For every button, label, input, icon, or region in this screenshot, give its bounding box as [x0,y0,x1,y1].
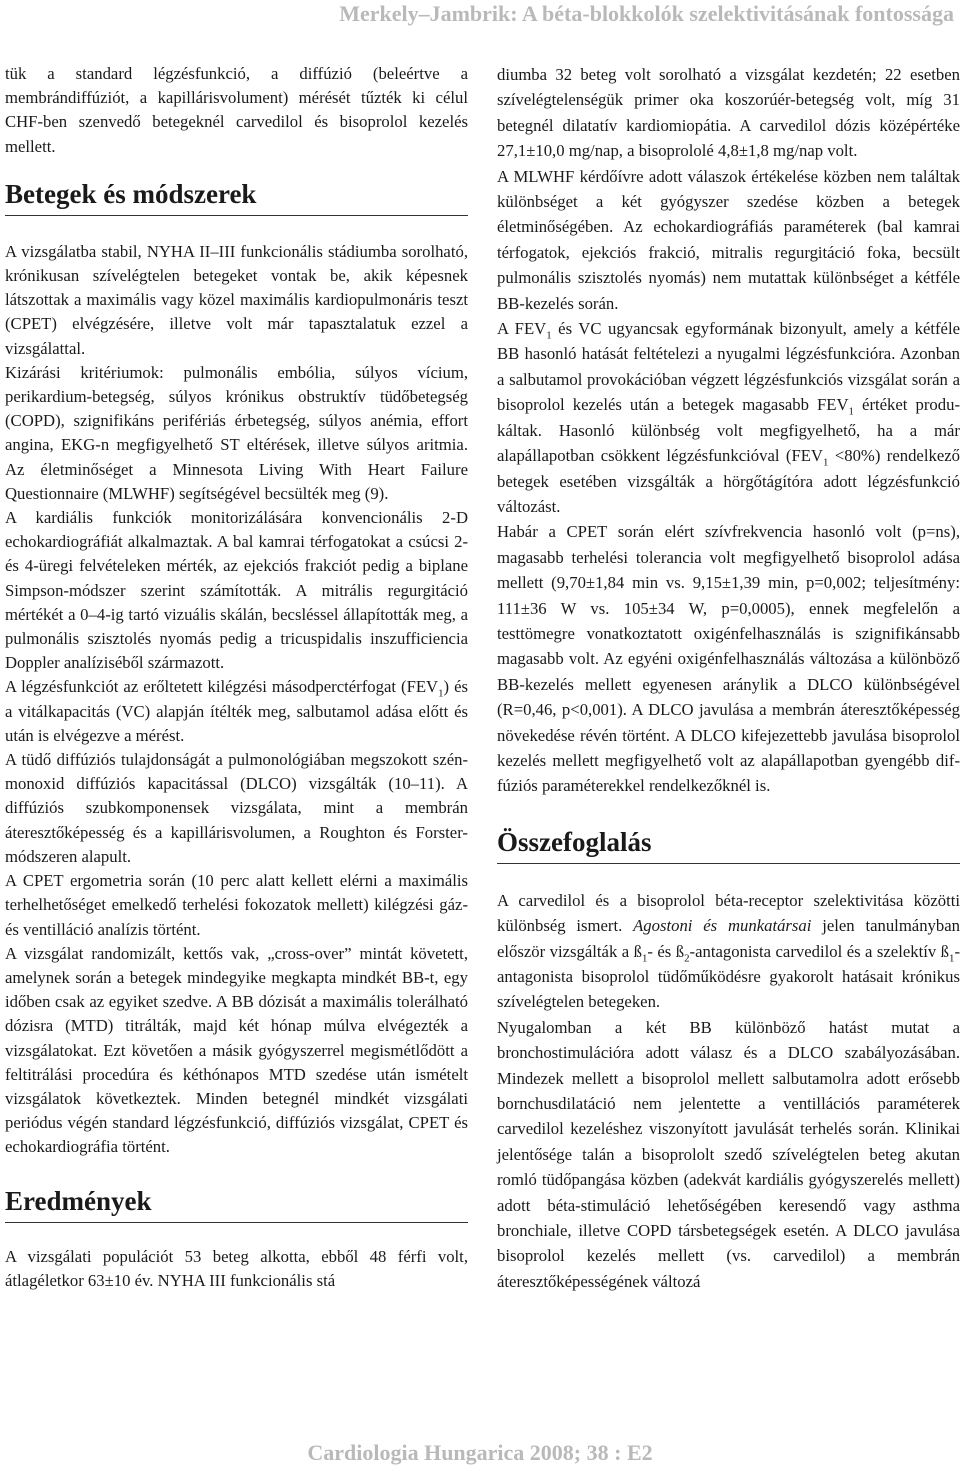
methods-heading: Betegek és módszerek [5,177,468,216]
summary-heading: Összefoglalás [497,825,960,864]
results-paragraph-population: A vizsgálati populációt 53 beteg alkotta, ebből 48 férfi volt, átlagéletkor 63±10 év. NYHA III funkcionális stá [5,1246,468,1290]
methods-paragraph-diffusion: A tüdő diffúziós tulajdonságát a pulmonológiában megszokott szén-monoxid diffúziós kapacitással (DLCO) vizsgálták (10–11). A diffúziós szubkomponensek vizsgálata, mint a membrán áteresztőképesség és a kapillárisvolumen, a Roughton és Forster-módszeren alapult. [5,750,468,866]
left-column [5,62,468,1293]
results-paragraph-staging: diumba 32 beteg volt sorolható a vizsgálat kezdetén; 22 esetben szívelégtelenségük primer oka koszorúér-betegség volt, míg 31 betegnél dilatatív kardiomiopátia. A carvedilol dózis középértéke 27,1±10,0 mg/nap, a bisoprololé 4,8±1,8 mg/nap volt. [497,65,960,161]
methods-paragraph-design: A vizsgálat randomizált, kettős vak, „cross-over” mintát követett, amelynek során a betegek mindegyike megkapta mindkét BB-t, egy időben csak az egyiket szedve. A BB dózisát a maximális tolerálható dózisra (MTD) titrálták, majd két hónap múlva elvégezték a vizsgálatokat. Ezt követően a másik gyógyszerrel megismétlődött a feltitrálási procedúra és kéthónapos MTD szedése után ismételt vizsgálatok következtek. Minden betegnél mindkét vizsgálati periódus végén standard légzésfunkció, diffúziós vizsgálat, CPET és echokardiográfia történt. [5,943,468,1157]
summary-paragraph-conclusion: Nyugalomban a két BB különböző hatást mutat a bronchostimulációra adott válasz és a DLCO szabályozásában. Mindezek mellett a bisoprolol mellett salbutamolra adott erősebb bornchusdilatáció nem jelentette a ventillációs paraméterek carvedilol kezeléshez viszonyított javulását terhelés során. Klinikai jelentősége talán a bisoprololt szedő szívelégtelen beteg akutan romló tüdőpangása közben (adekvát kardiális gyógyszerelés mellett) adott béta-stimuláció lehetőségében keresendő vagy asthma bronchiale, illetve COPD társbetegségek esetén. A DLCO javulása bisoprolol kezelés mellett (vs. carvedilol) a membrán áteresztőképességének változá [497,1017,960,1291]
author-reference: Agostoni és munkatársai [633,916,812,936]
running-title: Merkely–Jambrik: A béta-blokkolók szelektivitásának fontossága [339,1,954,26]
intro-paragraph: tük a standard légzésfunkció, a diffúzió (beleértve a membrándiffúziót, a kapillárisvolument) mérését tűzték ki célul CHF-ben szenvedő betegeknél carvedilol és bisoprolol kezelés mellett. [5,64,468,156]
methods-paragraph-exclusion: Kizárási kritériumok: pulmonális embólia, súlyos vícium, perikardium-betegség, súlyos krónikus obstruktív tüdőbetegség (COPD), szignifikáns perifériás érbetegség, súlyos anémia, effort angina, EKG-n megfigyelhető ST eltérések, illetve súlyos aritmia. Az életminőséget a Minnesota Living With Heart Failure Questionnaire (MLWHF) segítségével becsülték meg (9). [5,362,468,503]
methods-paragraph-cpet: A CPET ergometria során (10 perc alatt kellett elérni a maximális terhelhetőséget emelkedő terhelési fokozatok mellett) kilégzési gáz- és ventilláció analízis történt. [5,871,468,939]
results-paragraph-quality-of-life: A MLWHF kérdőívre adott válaszok értékelése közben nem találtak különbséget a két gyógyszer szedése közben a betegek életminőségében. Az echokardiográfiás paraméterek (bal kamrai térfogatok, ejekciós frakció, mitralis regurgitáció foka, becsült pulmonális szisztolés nyomás) nem mutattak különbséget a kétféle BB-kezelés során. [497,166,960,313]
journal-footer: Cardiologia Hungarica 2008; 38 : E2 [307,1440,653,1465]
methods-paragraph-echo: A kardiális funkciók monitorizálására konvencionális 2-D echokardiográfiát alkalmaztak. A bal kamrai térfogatokat a csúcsi 2- és 4-üregi felvételeken mérték, az ejekciós frakciót pedig a biplane Simpson-módszer szerint számították. A mitrális regurgitáció mértékét a 0–4-ig tartó vizuális skálán, becsléssel állapították meg, a pulmonális szisztolés nyomás pedig a tricuspidalis inszufficiencia Doppler analíziséből származott. [5,508,468,673]
summary-paragraph-selectivity: A carvedilol és a bisoprolol béta-receptor szelektivitása közötti különbség ismert. Agostoni és munkatársai jelen tanulmányban először vizsgálták a $ß_1-$ és $ß_2$-antagonista carvedilol és a szelektív $ß_1$-antagonista bisoprolol tüdőműködésre gyakorolt hatásait krónikus szívelégtelen betegeken. [497,890,960,1012]
methods-paragraph-inclusion: A vizsgálatba stabil, NYHA II–III funkcionális stádiumba sorolható, krónikusan szívelégtelen betegeket vontak be, akik képesnek látszottak a maximális vagy közel maximális kardiopulmonáris teszt (CPET) elvégzésére, illetve volt már tapasztalatuk ezzel a vizsgálattal. [5,241,468,358]
results-heading: Eredmények [5,1184,468,1223]
methods-paragraph-lung-function: A légzésfunkciót az erőltetett kilégzési másodperctérfogat $(FEV_1)$ és a vitálkapacitás (VC) alapján ítélték meg, salbutamol adása előtt és után is elvégezve a mérést. [5,677,468,745]
results-paragraph-fev: A $FEV_1$ és VC ugyancsak egyformának bizonyult, amely a kétféle BB hasonló hatását feltételezi a nyugalmi légzésfunkcióra. Azonban a salbutamol provokációban végzett légzésfunkciós vizsgálat során a bisoprolol kezelés után a betegek magasabb $FEV_1$ értéket produkáltak. Hasonló különbség volt megfigyelhető, ha a már alapállapotban csökkent légzésfunkcióval $(FEV_1 <80\%)$ rendelkező betegek esetében vizsgálták a hörgőtágítóra adott légzésfunkció változást. [497,319,960,516]
results-paragraph-cpet: Habár a CPET során elért szívfrekvencia hasonló volt (p=ns), magasabb terhelési tolerancia volt megfigyelhető bisoprolol adása mellett (9,70±1,84 min vs. 9,15±1,39 min, p=0,002; teljesítmény: 111±36 W vs. 105±34 W, p=0,0005), ennek megfelelőn a testtömegre vonatkoztatott oxigénfelhasználás is szignifikánsabb magasabb volt. Az egyéni oxigénfelhasználás változása a különböző BB-kezelés mellett egyenesen aránylik a DLCO különbségével (R=0,46, p<0,001). A DLCO javulása a membrán áteresztőképesség növekedése révén történt. A DLCO kifejezettebb javulása bisoprolol kezelés mellett megfigyelhető volt az alapállapotban gyengébb diffúziós paraméterekkel rendelkezőknél is. [497,522,960,796]
right-column [497,62,960,1294]
